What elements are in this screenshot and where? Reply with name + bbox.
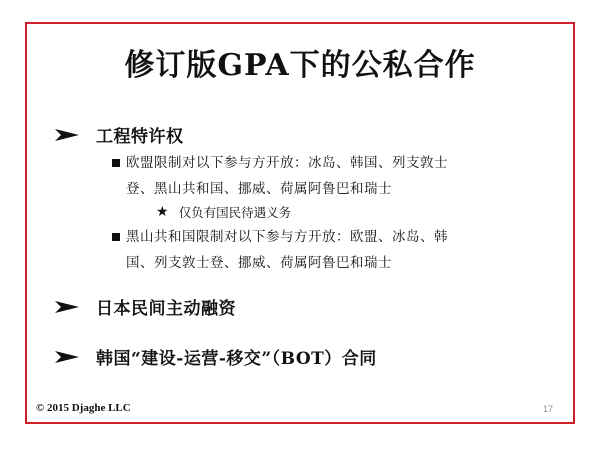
arrow-bullet-icon <box>54 349 80 365</box>
square-bullet-icon <box>112 159 120 167</box>
bullet-label: 韩国“建设-运营-移交”（BOT）合同 <box>96 349 377 369</box>
bullet-item-2 <box>54 294 236 319</box>
bullet-item-1 <box>54 122 184 147</box>
square-bullet-icon <box>112 233 120 241</box>
note-item <box>156 203 291 221</box>
sub-bullet-item-2-continuation <box>126 250 392 276</box>
arrow-bullet-icon <box>54 299 80 315</box>
page-number: 17 <box>543 404 554 414</box>
star-icon: ★ <box>156 204 169 220</box>
note-text: 仅负有国民待遇义务 <box>178 205 292 220</box>
sub-bullet-line-1: 欧盟限制对以下参与方开放：冰岛、韩国、列支敦士 <box>126 155 448 171</box>
sub-bullet-line-2: 国、列支敦士登、挪威、荷属阿鲁巴和瑞士 <box>126 255 392 271</box>
sub-bullet-item-2 <box>126 224 448 250</box>
bullet-item-3 <box>54 344 377 369</box>
copyright-text: © 2015 Djaghe LLC <box>36 402 131 414</box>
bullet-label: 工程特许权 <box>96 127 184 147</box>
sub-bullet-item-1-continuation <box>126 176 392 202</box>
arrow-bullet-icon <box>54 127 80 143</box>
bullet-label: 日本民间主动融资 <box>96 299 236 319</box>
slide-title: 修订版GPA下的公私合作 <box>124 48 476 83</box>
sub-bullet-item-1 <box>126 150 448 176</box>
sub-bullet-line-1: 黑山共和国限制对以下参与方开放：欧盟、冰岛、韩 <box>126 229 448 245</box>
sub-bullet-line-2: 登、黑山共和国、挪威、荷属阿鲁巴和瑞士 <box>126 181 392 197</box>
